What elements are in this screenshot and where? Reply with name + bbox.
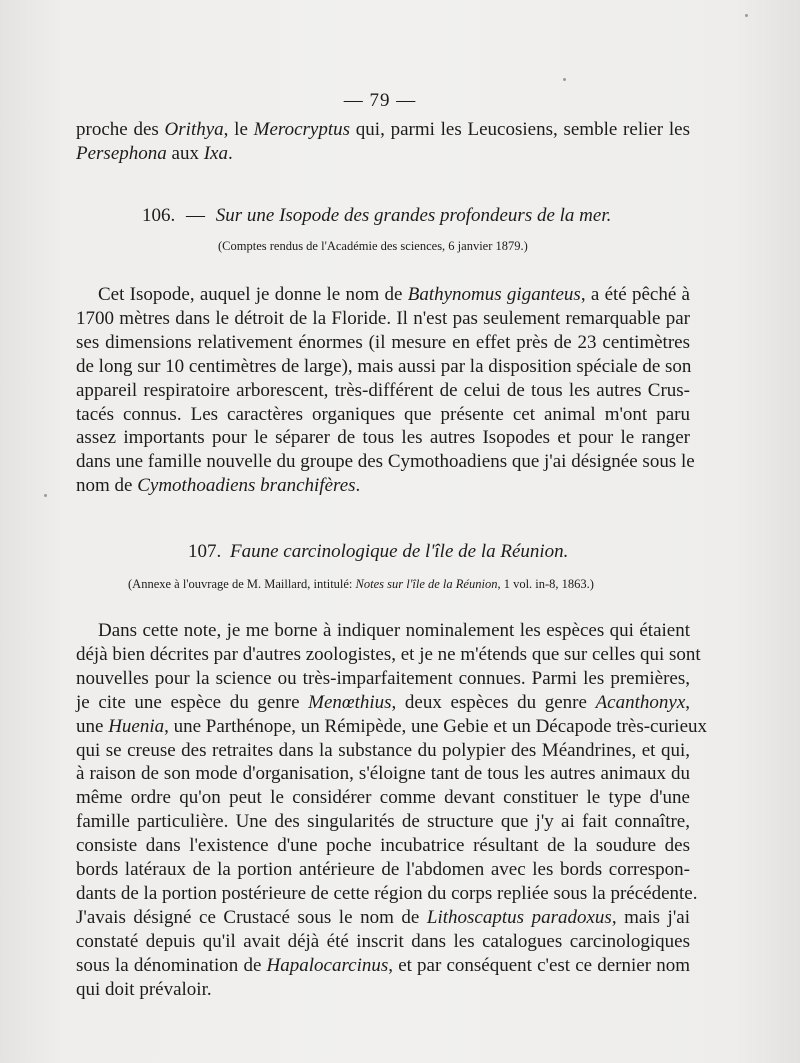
section-number: 107. bbox=[188, 541, 222, 562]
text-line: famille particulière. Une des singularités de structure que j'y ai fait connaître, bbox=[76, 811, 690, 833]
text-line: bords latéraux de la portion antérieure de l'abdomen avec les bords correspon- bbox=[76, 859, 690, 881]
scan-speck bbox=[44, 494, 47, 497]
section-title: Faune carcinologique de l'île de la Réunion. bbox=[230, 541, 569, 562]
section-title: Sur une Isopode des grandes profondeurs de la mer. bbox=[215, 205, 612, 226]
text-line: dants de la portion postérieure de cette région du corps repliée sous la précédente. bbox=[76, 882, 698, 904]
heading-dash: — bbox=[186, 205, 205, 226]
text-line: assez importants pour le séparer de tous les autres Isopodes et pour le ranger bbox=[76, 427, 690, 449]
text-line: 1700 mètres dans le détroit de la Floride. Il n'est pas seulement remarquable par bbox=[76, 307, 690, 329]
text-line: J'avais désigné ce Crustacé sous le nom de Lithoscaptus paradoxus, mais j'ai bbox=[76, 906, 690, 928]
text-line: une Huenia, une Parthénope, un Rémipède, une Gebie et un Décapode très-curieux bbox=[76, 715, 708, 737]
section-107-source: (Annexe à l'ouvrage de M. Maillard, intitulé: Notes sur l'île de la Réunion, 1 vol. in-8, 1863.) bbox=[128, 577, 594, 591]
text-line: je cite une espèce du genre Menœthius, deux espèces du genre Acanthonyx, bbox=[76, 691, 690, 713]
text-line: consiste dans l'existence d'une poche incubatrice résultant de la soudure des bbox=[76, 835, 690, 857]
text-line: constaté depuis qu'il avait déjà été inscrit dans les catalogues carcinologiques bbox=[76, 930, 690, 952]
scan-speck bbox=[745, 14, 748, 17]
text-line: de long sur 10 centimètres de large), mais aussi par la disposition spéciale de son bbox=[76, 355, 692, 377]
text-line: déjà bien décrites par d'autres zoologistes, et je ne m'étends que sur celles qui sont bbox=[76, 643, 701, 665]
section-number: 106. bbox=[142, 205, 176, 226]
section-106-body bbox=[76, 283, 695, 498]
text-line: qui se creuse des retraites dans la substance du polypier des Méandrines, et qui, bbox=[76, 739, 690, 761]
text-line: nom de Cymothoadiens branchifères. bbox=[76, 475, 361, 497]
scan-speck bbox=[563, 78, 566, 81]
text-line: même ordre qu'on peut le considérer comme devant constituer le type d'une bbox=[76, 787, 690, 809]
section-106-heading bbox=[142, 205, 611, 227]
page-number: — 79 — bbox=[343, 90, 417, 111]
text-line: tacés connus. Les caractères organiques que présente cet animal m'ont paru bbox=[76, 403, 690, 425]
text-line: sous la dénomination de Hapalocarcinus, et par conséquent c'est ce dernier nom bbox=[76, 954, 690, 976]
section-106-source: (Comptes rendus de l'Académie des sciences, 6 janvier 1879.) bbox=[218, 239, 528, 253]
text-line: appareil respiratoire arborescent, très-différent de celui de tous les autres Crus- bbox=[76, 379, 690, 401]
intro-paragraph bbox=[76, 118, 690, 166]
text-line: Cet Isopode, auquel je donne le nom de Bathynomus giganteus, a été pêché à bbox=[98, 284, 690, 305]
text-line: Dans cette note, je me borne à indiquer nominalement les espèces qui étaient bbox=[98, 620, 690, 641]
text-line: Persephona aux Ixa. bbox=[76, 142, 233, 164]
text-line: nouvelles pour la science ou très-imparfaitement connues. Parmi les premières, bbox=[76, 667, 690, 689]
section-107-heading bbox=[188, 541, 568, 563]
section-107-body bbox=[76, 619, 708, 1002]
text-line: qui doit prévaloir. bbox=[76, 978, 212, 1000]
text-line: à raison de son mode d'organisation, s'éloigne tant de tous les autres animaux du bbox=[76, 763, 690, 785]
text-line: ses dimensions relativement énormes (il mesure en effet près de 23 centimètres bbox=[76, 331, 690, 353]
text-line: proche des Orithya, le Merocryptus qui, parmi les Leucosiens, semble relier les bbox=[76, 119, 690, 140]
text-line: dans une famille nouvelle du groupe des Cymothoadiens que j'ai désignée sous le bbox=[76, 451, 695, 473]
